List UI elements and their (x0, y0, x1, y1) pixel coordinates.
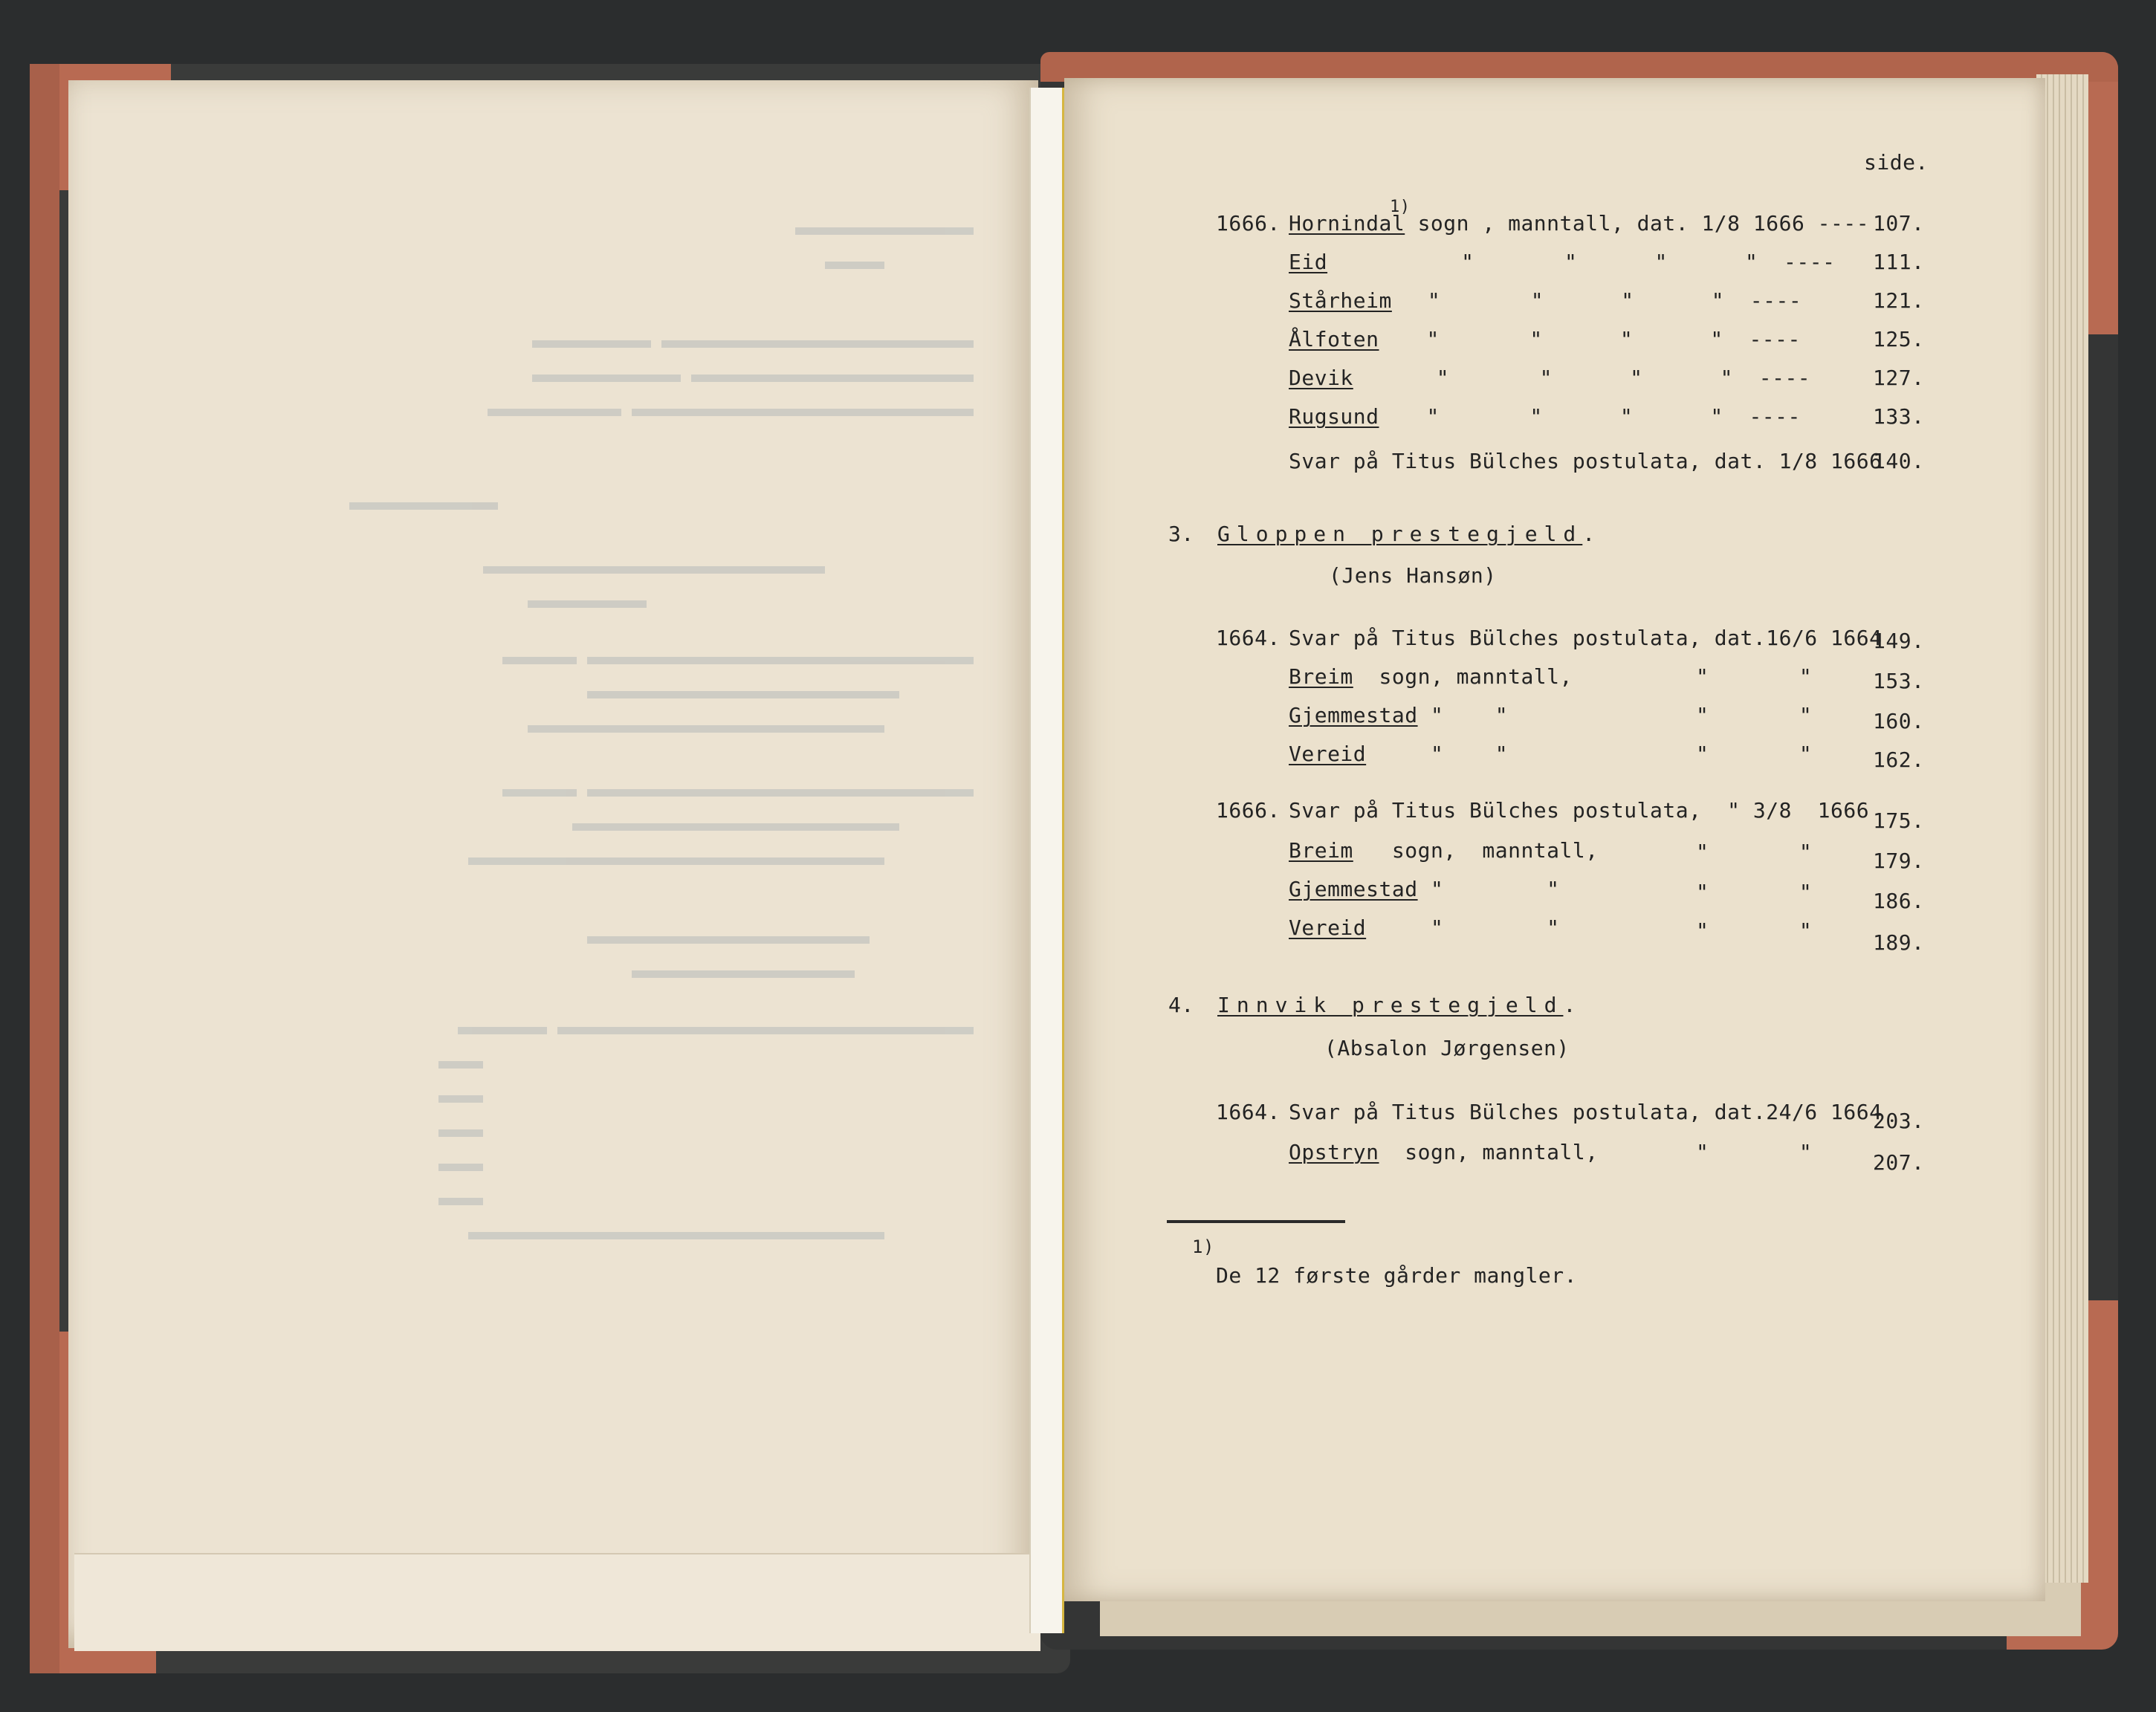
parish-name: Ålfoten (1289, 327, 1379, 351)
svar-row: Svar på Titus Bülches postulata, dat.16/6 1664 (1289, 626, 1883, 650)
section-title-dot: . (1582, 522, 1596, 546)
section-title (1217, 522, 1596, 546)
section-number: 3. (1168, 522, 1194, 546)
parish-name: Stårheim (1289, 288, 1392, 313)
right-top-edge (1040, 52, 2118, 82)
section-number: 4. (1168, 993, 1194, 1017)
ditto-marks: " " (1696, 664, 1813, 689)
row-detail: sogn, manntall, (1379, 664, 1573, 689)
row-detail: " " " " ---- (1461, 250, 1836, 274)
year: 1664. (1216, 1100, 1281, 1124)
row-detail: sogn, manntall, (1391, 838, 1599, 863)
row-detail: " " (1430, 742, 1509, 766)
hornindal-year: 1666. (1216, 211, 1281, 236)
opstryn-row (1289, 1140, 1599, 1164)
rugsund-row (1289, 404, 1801, 429)
page-number: 133. (1873, 404, 1925, 429)
left-page-fold (74, 1553, 1040, 1651)
page-number: 179. (1873, 849, 1925, 873)
priest-name: (Absalon Jørgensen) (1324, 1036, 1570, 1060)
row-detail: " " (1430, 703, 1509, 727)
page-number: 149. (1873, 629, 1925, 653)
eid-row (1289, 250, 1835, 274)
hornindal-row (1289, 211, 1869, 236)
parish-name: Devik (1289, 366, 1353, 390)
page-number: 175. (1873, 808, 1925, 833)
svar-row: Svar på Titus Bülches postulata, " 3/8 1666 (1289, 798, 1870, 823)
ditto-marks: " " (1696, 742, 1813, 766)
row-detail: " " " " ---- (1436, 366, 1811, 390)
page-number: 207. (1873, 1150, 1925, 1175)
svar-1666-hornindal: Svar på Titus Bülches postulata, dat. 1/8 1666 (1289, 449, 1883, 473)
page-number: 162. (1873, 748, 1925, 772)
year: 1664. (1216, 626, 1281, 650)
page-number: 140. (1873, 449, 1925, 473)
page-number: 107. (1873, 211, 1925, 236)
row-detail: sogn , manntall, dat. 1/8 1666 ---- (1417, 211, 1870, 236)
left-spine-edge (30, 64, 59, 1673)
parish-name: Vereid (1289, 742, 1367, 766)
page-number: 203. (1873, 1109, 1925, 1133)
ditto-marks: " " (1696, 918, 1813, 943)
ditto-marks: " " (1696, 703, 1813, 727)
page-number: 186. (1873, 889, 1925, 913)
gjemmestad-row (1289, 877, 1560, 901)
footnote-text: De 12 første gårder mangler. (1216, 1263, 1578, 1288)
parish-name: Gjemmestad (1289, 703, 1418, 727)
row-detail: " " " " ---- (1426, 327, 1801, 351)
gjemmestad-row (1289, 703, 1508, 727)
page-number: 121. (1873, 288, 1925, 313)
side-header: side. (1864, 150, 1929, 175)
starheim-row (1289, 288, 1801, 313)
parish-name: Rugsund (1289, 404, 1379, 429)
binding-strip (1029, 88, 1064, 1633)
bleed-through-print (186, 215, 974, 1352)
section-title-dot: . (1563, 993, 1576, 1017)
ditto-marks: " " (1696, 880, 1813, 904)
breim-row (1289, 838, 1599, 863)
row-detail: " " " " ---- (1426, 404, 1801, 429)
page-number: 160. (1873, 709, 1925, 733)
page-number: 127. (1873, 366, 1925, 390)
row-detail: " " " " ---- (1427, 288, 1802, 313)
priest-name: (Jens Hansøn) (1329, 563, 1497, 588)
parish-name: Gjemmestad (1289, 877, 1418, 901)
row-detail: " " (1430, 877, 1560, 901)
parish-name: Breim (1289, 838, 1353, 863)
page-number: 111. (1873, 250, 1925, 274)
vereid-row (1289, 742, 1508, 766)
parish-name: Vereid (1289, 915, 1367, 940)
page-number: 125. (1873, 327, 1925, 351)
row-detail: sogn, manntall, (1405, 1140, 1599, 1164)
ditto-marks: " " (1696, 1140, 1813, 1164)
section-title (1217, 993, 1576, 1017)
parish-name: Opstryn (1289, 1140, 1379, 1164)
page-number: 189. (1873, 930, 1925, 955)
page-number: 153. (1873, 669, 1925, 693)
footnote-mark: 1) (1192, 1236, 1214, 1257)
footnote-rule (1167, 1220, 1345, 1223)
svar-row: Svar på Titus Bülches postulata, dat.24/6 1664 (1289, 1100, 1883, 1124)
year: 1666. (1216, 798, 1281, 823)
section-title-text: Innvik prestegjeld (1217, 993, 1564, 1017)
devik-row (1289, 366, 1810, 390)
parish-name: Eid (1289, 250, 1328, 274)
breim-row (1289, 664, 1573, 689)
footnote-reference: 1) (1390, 198, 1411, 216)
parish-name: Breim (1289, 664, 1353, 689)
section-title-text: Gloppen prestegjeld (1217, 522, 1583, 546)
parish-name: Hornindal (1289, 211, 1405, 236)
vereid-row (1289, 915, 1560, 940)
ditto-marks: " " (1696, 840, 1813, 864)
alfoten-row (1289, 327, 1801, 351)
row-detail: " " (1430, 915, 1560, 940)
